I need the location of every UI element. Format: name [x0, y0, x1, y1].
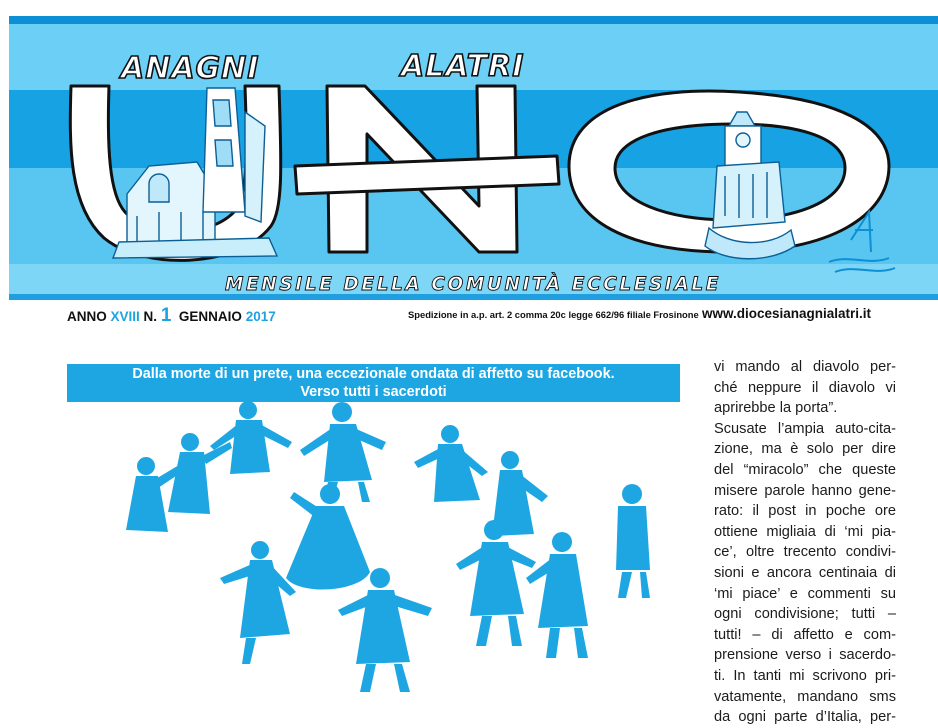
text-line: ‘mi piace’ e commenti su [714, 585, 896, 602]
priest-figure [456, 520, 536, 646]
text-line: vi mando al diavolo per- [714, 359, 896, 375]
postal-notice: Spedizione in a.p. art. 2 comma 20c legge 662/96 filiale Frosinone [408, 309, 699, 320]
priest-figure [616, 484, 650, 598]
priest-figure [210, 402, 292, 474]
article-title [67, 364, 680, 402]
article-title-line-2: Verso tutti i sacerdoti [300, 384, 447, 400]
priest-figure [168, 433, 232, 514]
priest-figure [286, 484, 370, 589]
text-line: zione, ma è solo per dire [714, 441, 896, 458]
priest-figures [126, 402, 650, 692]
text-line: Scusate l’ampia auto-cita- [714, 420, 896, 437]
article-title-line-1: Dalla morte di un prete, una eccezionale ondata di affetto su facebook. [132, 366, 615, 382]
text-line: ti. In tanti mi scrivono pri- [714, 667, 896, 684]
text-line: vatamente, mandano sms [714, 688, 896, 705]
text-line: ché neppure il diavolo vi [714, 379, 896, 396]
article-paragraph [714, 357, 896, 728]
text-line: rato: il post in poche ore [714, 503, 896, 520]
text-line: misere parole hanno gene- [714, 482, 896, 499]
band-top-edge [9, 16, 938, 24]
anno-label: ANNO [67, 309, 107, 324]
website-url[interactable]: www.diocesianagnialatri.it [702, 306, 872, 321]
city-right-label: ALATRI [401, 49, 525, 84]
article-text-column [714, 357, 896, 728]
priest-figure [414, 425, 488, 502]
masthead [9, 16, 938, 300]
text-line: tutti! – di affetto e com- [714, 626, 896, 643]
anno-value: XVIII [110, 309, 140, 324]
masthead-graphic [9, 16, 938, 300]
text-line: ce’, oltre trecento condivi- [714, 544, 896, 561]
city-left-label: ANAGNI [121, 51, 260, 86]
text-line: ogni condivisione; tutti – [714, 606, 896, 623]
issue-month: GENNAIO [178, 309, 242, 324]
text-line: del “miracolo” che queste [714, 461, 896, 478]
text-line: sioni e ancora centinaia di [714, 564, 896, 581]
issue-info [67, 305, 276, 327]
issue-year: 2017 [245, 309, 276, 324]
text-line: da ogni parte d’Italia, per- [714, 709, 896, 726]
dancing-priests-graphic [110, 402, 670, 703]
issue-info-row [0, 302, 938, 324]
masthead-subtitle: MENSILE DELLA COMUNITÀ ECCLESIALE [225, 274, 721, 295]
text-line: prensione verso i sacerdo- [714, 647, 896, 664]
priest-figure [300, 402, 386, 502]
priest-figure [526, 532, 588, 658]
dancing-priests-illustration [110, 402, 670, 703]
number-label: N. [143, 309, 158, 324]
text-line: ottiene migliaia di ‘mi pia- [714, 523, 896, 540]
priest-figure [338, 568, 432, 692]
priest-figure [220, 541, 296, 664]
number-value: 1 [160, 305, 172, 326]
text-line: aprirebbe la porta”. [714, 400, 838, 417]
